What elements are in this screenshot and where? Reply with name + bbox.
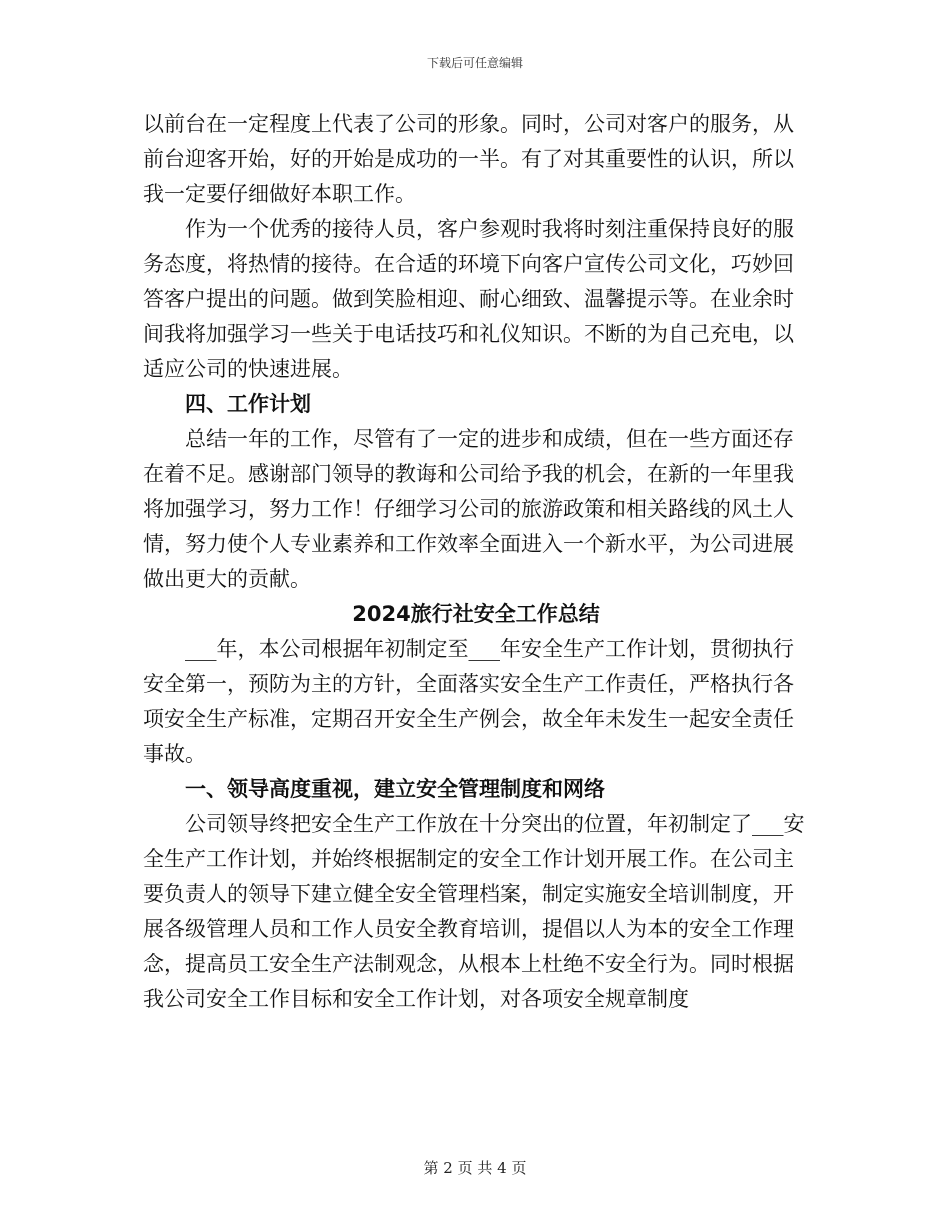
document-title: 2024旅行社安全工作总结 [352, 602, 600, 626]
page-header: 下载后可任意编辑 [426, 56, 523, 70]
paragraph-1: 以前台在一定程度上代表了公司的形象。同时，公司对客户的服务，从前台迎客开始，好的开始是成功的一半。有了对其重要性的认识，所以我一定要仔细做好本职工作。 [143, 112, 794, 206]
section-heading-work-plan: 四、工作计划 [185, 392, 311, 416]
page-footer: 第 2 页 共 4 页 [423, 1159, 527, 1177]
document-body [143, 107, 809, 1017]
paragraph-2: 作为一个优秀的接待人员，客户参观时我将时刻注重保持良好的服务态度，将热情的接待。在合适的环境下向客户宣传公司文化，巧妙回答客户提出的问题。做到笑脸相迎、耐心细致、温馨提示等。在业余时间我将加强学习一些关于电话技巧和礼仪知识。不断的为自己充电，以适应公司的快速进展。 [143, 217, 794, 381]
section-heading-leadership: 一、领导高度重视，建立安全管理制度和网络 [185, 777, 605, 801]
paragraph-5: 公司领导终把安全生产工作放在十分突出的位置，年初制定了___安全生产工作计划，并始终根据制定的安全工作计划开展工作。在公司主要负责人的领导下建立健全安全管理档案，制定实施安全培训制度，开展各级管理人员和工作人员安全教育培训，提倡以人为本的安全工作理念，提高员工安全生产法制观念，从根本上杜绝不安全行为。同时根据我公司安全工作目标和安全工作计划，对各项安全规章制度 [143, 812, 805, 1011]
paragraph-3: 总结一年的工作，尽管有了一定的进步和成绩，但在一些方面还存在着不足。感谢部门领导的教诲和公司给予我的机会，在新的一年里我将加强学习，努力工作！仔细学习公司的旅游政策和相关路线的风土人情，努力使个人专业素养和工作效率全面进入一个新水平，为公司进展做出更大的贡献。 [143, 427, 794, 591]
paragraph-4: ___年，本公司根据年初制定至___年安全生产工作计划，贯彻执行安全第一，预防为主的方针，全面落实安全生产工作责任，严格执行各项安全生产标准，定期召开安全生产例会，故全年未发生一起安全责任事故。 [143, 637, 794, 766]
